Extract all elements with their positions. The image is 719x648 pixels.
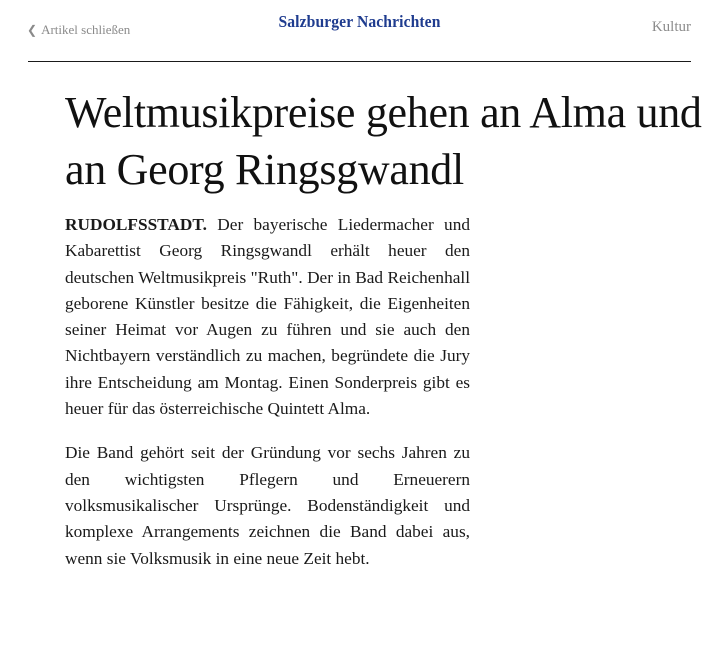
top-bar (0, 0, 719, 62)
section-link[interactable]: Kultur (651, 19, 691, 35)
article-body (65, 212, 470, 590)
close-article-label: Artikel schließen (41, 22, 131, 37)
dateline: RUDOLFSSTADT. (65, 215, 207, 234)
article-headline: Weltmusikpreise gehen an Alma und an Georg Ringsgwandl (65, 88, 702, 194)
paragraph-text: Der bayerische Liedermacher und Kabarettist Georg Ringsgwandl erhält heuer den deutschen Weltmusikpreis "Ruth". Der in Bad Reichenhall geborene Künstler besitze die Fähigkeit, die Eigenheiten seiner Heimat vor Augen zu führen und sie auch den Nichtbayern verständlich zu machen, begründete die Jury ihre Entscheidung am Montag. Einen Sonderpreis gibt es heuer für das österreichische Quintett Alma. (65, 215, 470, 419)
article-paragraph (65, 212, 470, 422)
brand-logo[interactable]: Salzburger Nachrichten (278, 12, 441, 31)
chevron-left-icon: ❮ (27, 23, 38, 37)
header-divider (28, 61, 691, 62)
article-paragraph: Die Band gehört seit der Gründung vor sechs Jahren zu den wichtigsten Pflegern und Erneuerern volksmusikalischer Ursprünge. Bodenständigkeit und komplexe Arrangements zeichnen die Band dabei aus, wenn sie Volksmusik in eine neue Zeit hebt. (65, 443, 470, 568)
